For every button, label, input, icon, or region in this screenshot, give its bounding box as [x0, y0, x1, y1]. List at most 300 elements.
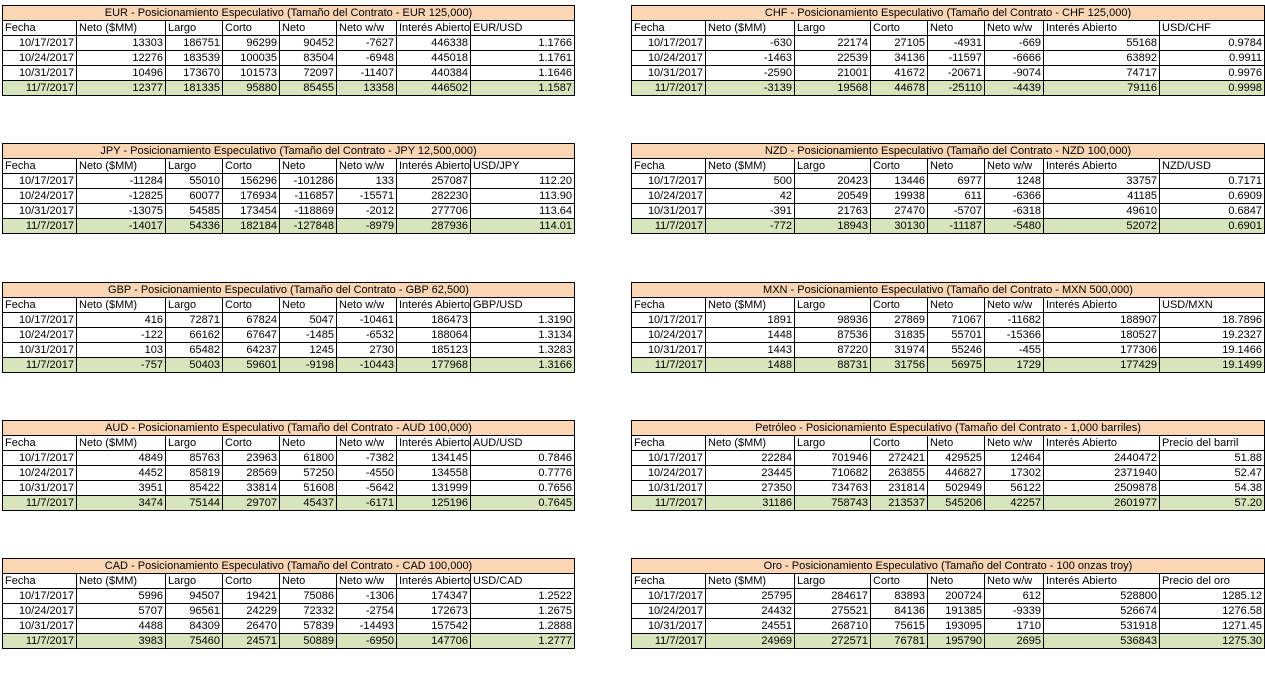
column-header: Neto ($MM) — [77, 574, 166, 588]
table-row — [631, 204, 1265, 219]
table-row — [2, 358, 575, 373]
value-cell: 193095 — [928, 619, 985, 633]
value-cell: 156296 — [223, 174, 280, 188]
value-cell: 0.7846 — [471, 451, 575, 465]
date-cell: 11/7/2017 — [632, 219, 706, 233]
header-row — [2, 159, 575, 174]
date-cell: 10/24/2017 — [3, 189, 77, 203]
value-cell: 6977 — [928, 174, 985, 188]
value-cell: 416 — [77, 313, 166, 327]
column-header: Neto — [280, 436, 337, 450]
header-row — [2, 21, 575, 36]
value-cell: 0.9911 — [1160, 51, 1265, 65]
value-cell: 25795 — [706, 589, 795, 603]
value-cell: -116857 — [280, 189, 337, 203]
value-cell: 1.2522 — [471, 589, 575, 603]
value-cell: 84136 — [871, 604, 928, 618]
table-row — [631, 343, 1265, 358]
column-header: Fecha — [3, 574, 77, 588]
value-cell: 12464 — [985, 451, 1044, 465]
date-cell: 10/24/2017 — [632, 466, 706, 480]
column-header: Neto ($MM) — [77, 436, 166, 450]
value-cell: 96299 — [223, 36, 280, 50]
value-cell: 188064 — [397, 328, 471, 342]
table-row — [2, 189, 575, 204]
value-cell: 57.20 — [1160, 496, 1265, 510]
value-cell: 18943 — [795, 219, 871, 233]
value-cell: 72332 — [280, 604, 337, 618]
column-header: Neto — [928, 21, 985, 35]
value-cell: 41185 — [1044, 189, 1160, 203]
value-cell: 1.3166 — [471, 358, 575, 372]
value-cell: 3474 — [77, 496, 166, 510]
date-cell: 10/31/2017 — [632, 481, 706, 495]
date-cell: 10/24/2017 — [3, 604, 77, 618]
table-row — [2, 66, 575, 81]
value-cell: 100035 — [223, 51, 280, 65]
date-cell: 10/17/2017 — [632, 313, 706, 327]
value-cell: 55010 — [166, 174, 223, 188]
date-cell: 11/7/2017 — [3, 634, 77, 648]
table-row — [631, 604, 1265, 619]
column-header: Largo — [166, 298, 223, 312]
table-title: CHF - Posicionamiento Especulativo (Tamaño del Contrato - CHF 125,000) — [631, 5, 1265, 21]
column-header: Neto ($MM) — [77, 21, 166, 35]
value-cell: -122 — [77, 328, 166, 342]
value-cell: 31974 — [871, 343, 928, 357]
value-cell: 1.2675 — [471, 604, 575, 618]
column-header: Corto — [871, 298, 928, 312]
value-cell: 277706 — [397, 204, 471, 218]
value-cell: 24551 — [706, 619, 795, 633]
column-header: Largo — [166, 21, 223, 35]
table-row — [2, 204, 575, 219]
column-header: Interés Abierto — [399, 22, 470, 34]
value-cell: 61800 — [280, 451, 337, 465]
date-cell: 10/31/2017 — [632, 619, 706, 633]
value-cell: 20423 — [795, 174, 871, 188]
value-cell: 2371940 — [1044, 466, 1160, 480]
column-header: Corto — [223, 159, 280, 173]
date-cell: 10/31/2017 — [3, 619, 77, 633]
value-cell: 0.7171 — [1160, 174, 1265, 188]
column-header: Neto — [928, 159, 985, 173]
column-header: Neto w/w — [985, 159, 1044, 173]
table-title: GBP - Posicionamiento Especulativo (Tamaño del Contrato - GBP 62,500) — [2, 282, 575, 298]
value-cell: 26470 — [223, 619, 280, 633]
column-header: Largo — [166, 574, 223, 588]
column-header: Neto ($MM) — [706, 436, 795, 450]
value-cell: 28569 — [223, 466, 280, 480]
value-cell: -9339 — [985, 604, 1044, 618]
value-cell: 23445 — [706, 466, 795, 480]
date-cell: 10/24/2017 — [3, 466, 77, 480]
table-row — [2, 343, 575, 358]
value-cell: -455 — [985, 343, 1044, 357]
column-header: EUR/USD — [471, 21, 575, 35]
value-cell: 56975 — [928, 358, 985, 372]
value-cell: -6318 — [985, 204, 1044, 218]
date-cell: 11/7/2017 — [632, 634, 706, 648]
column-header: Largo — [166, 436, 223, 450]
value-cell: 42257 — [985, 496, 1044, 510]
table-row — [2, 496, 575, 511]
value-cell: 59601 — [223, 358, 280, 372]
column-header: Interés Abierto — [399, 160, 470, 172]
value-cell: 24571 — [223, 634, 280, 648]
value-cell: 612 — [985, 589, 1044, 603]
header-row — [2, 574, 575, 589]
value-cell: 173454 — [223, 204, 280, 218]
column-header: Neto ($MM) — [706, 21, 795, 35]
value-cell: -757 — [77, 358, 166, 372]
column-header: Largo — [795, 298, 871, 312]
value-cell: 13446 — [871, 174, 928, 188]
value-cell: 531918 — [1044, 619, 1160, 633]
value-cell: 27350 — [706, 481, 795, 495]
value-cell: -4931 — [928, 36, 985, 50]
column-header: Largo — [795, 159, 871, 173]
column-header: Neto w/w — [985, 21, 1044, 35]
value-cell: -6950 — [337, 634, 397, 648]
value-cell: -5642 — [337, 481, 397, 495]
value-cell: 1.3134 — [471, 328, 575, 342]
column-header: Fecha — [3, 436, 77, 450]
column-header: Precio del oro — [1160, 574, 1265, 588]
value-cell: -5707 — [928, 204, 985, 218]
column-header: USD/MXN — [1160, 298, 1265, 312]
value-cell: 446827 — [928, 466, 985, 480]
table-row — [631, 66, 1265, 81]
value-cell: 282230 — [397, 189, 471, 203]
value-cell: 0.7656 — [471, 481, 575, 495]
column-header: Neto w/w — [985, 298, 1044, 312]
table-row — [631, 313, 1265, 328]
value-cell: 1710 — [985, 619, 1044, 633]
table-title: NZD - Posicionamiento Especulativo (Tamaño del Contrato - NZD 100,000) — [631, 143, 1265, 159]
value-cell: 1.2777 — [471, 634, 575, 648]
table-row — [2, 604, 575, 619]
date-cell: 10/24/2017 — [3, 328, 77, 342]
value-cell: 95880 — [223, 81, 280, 95]
table-row — [631, 496, 1265, 511]
table-row — [631, 619, 1265, 634]
date-cell: 10/24/2017 — [632, 328, 706, 342]
column-header: Corto — [871, 436, 928, 450]
value-cell: 33757 — [1044, 174, 1160, 188]
value-cell: 0.9784 — [1160, 36, 1265, 50]
value-cell: 177429 — [1044, 358, 1160, 372]
value-cell: 734763 — [795, 481, 871, 495]
column-header: Neto ($MM) — [706, 574, 795, 588]
value-cell: 5996 — [77, 589, 166, 603]
value-cell: 112.20 — [471, 174, 575, 188]
value-cell: 90452 — [280, 36, 337, 50]
value-cell: -127848 — [280, 219, 337, 233]
column-header: Fecha — [632, 436, 706, 450]
value-cell: 526674 — [1044, 604, 1160, 618]
value-cell: 446502 — [397, 81, 471, 95]
value-cell: 94507 — [166, 589, 223, 603]
column-header: Interés Abierto — [1044, 21, 1160, 35]
value-cell: 1443 — [706, 343, 795, 357]
cot-table — [2, 282, 575, 373]
date-cell: 10/17/2017 — [632, 589, 706, 603]
value-cell: 231814 — [871, 481, 928, 495]
column-header: Precio del barril — [1160, 436, 1265, 450]
value-cell: 545206 — [928, 496, 985, 510]
cot-table — [631, 143, 1265, 234]
value-cell: 75460 — [166, 634, 223, 648]
column-header: Interés Abierto — [1044, 159, 1160, 173]
header-row — [631, 574, 1265, 589]
value-cell: 85455 — [280, 81, 337, 95]
table-row — [2, 36, 575, 51]
column-header: Neto ($MM) — [77, 159, 166, 173]
value-cell: 50889 — [280, 634, 337, 648]
value-cell: 186473 — [397, 313, 471, 327]
column-header: Neto — [280, 574, 337, 588]
value-cell: 1285.12 — [1160, 589, 1265, 603]
value-cell: 272571 — [795, 634, 871, 648]
value-cell: 275521 — [795, 604, 871, 618]
column-header: Largo — [795, 436, 871, 450]
value-cell: 611 — [928, 189, 985, 203]
value-cell: 51.88 — [1160, 451, 1265, 465]
value-cell: 0.7645 — [471, 496, 575, 510]
value-cell: 1488 — [706, 358, 795, 372]
value-cell: 29707 — [223, 496, 280, 510]
value-cell: 1248 — [985, 174, 1044, 188]
value-cell: 24969 — [706, 634, 795, 648]
column-header: Interés Abierto — [399, 437, 470, 449]
value-cell: 12377 — [77, 81, 166, 95]
date-cell: 10/24/2017 — [632, 189, 706, 203]
column-header: Fecha — [632, 574, 706, 588]
table-row — [2, 81, 575, 96]
cot-table — [2, 420, 575, 511]
value-cell: -6948 — [337, 51, 397, 65]
value-cell: 1.1766 — [471, 36, 575, 50]
value-cell: 71067 — [928, 313, 985, 327]
column-header: Neto ($MM) — [706, 159, 795, 173]
value-cell: 0.6909 — [1160, 189, 1265, 203]
value-cell: 2601977 — [1044, 496, 1160, 510]
date-cell: 10/17/2017 — [3, 589, 77, 603]
value-cell: 23963 — [223, 451, 280, 465]
value-cell: 21763 — [795, 204, 871, 218]
column-header: Neto w/w — [337, 21, 397, 35]
table-row — [631, 174, 1265, 189]
value-cell: 27470 — [871, 204, 928, 218]
date-cell: 10/31/2017 — [3, 343, 77, 357]
column-header: Corto — [871, 574, 928, 588]
value-cell: -7627 — [337, 36, 397, 50]
table-row — [631, 36, 1265, 51]
header-row — [631, 21, 1265, 36]
value-cell: 125196 — [397, 496, 471, 510]
value-cell: -2754 — [337, 604, 397, 618]
value-cell: 72871 — [166, 313, 223, 327]
date-cell: 11/7/2017 — [632, 496, 706, 510]
value-cell: 55168 — [1044, 36, 1160, 50]
value-cell: 52.47 — [1160, 466, 1265, 480]
column-header: Fecha — [632, 21, 706, 35]
value-cell: 27105 — [871, 36, 928, 50]
cot-table — [631, 282, 1265, 373]
date-cell: 10/31/2017 — [632, 343, 706, 357]
value-cell: -11284 — [77, 174, 166, 188]
value-cell: 174347 — [397, 589, 471, 603]
value-cell: 21001 — [795, 66, 871, 80]
column-header: Neto — [280, 298, 337, 312]
value-cell: 183539 — [166, 51, 223, 65]
value-cell: 67647 — [223, 328, 280, 342]
value-cell: 83504 — [280, 51, 337, 65]
table-row — [631, 51, 1265, 66]
value-cell: 66162 — [166, 328, 223, 342]
date-cell: 10/31/2017 — [632, 66, 706, 80]
table-title: Petróleo - Posicionamiento Especulativo (Tamaño del Contrato - 1,000 barriles) — [631, 420, 1265, 436]
value-cell: 257087 — [397, 174, 471, 188]
table-row — [631, 634, 1265, 649]
table-row — [2, 481, 575, 496]
value-cell: -11597 — [928, 51, 985, 65]
value-cell: -6171 — [337, 496, 397, 510]
value-cell: 30130 — [871, 219, 928, 233]
date-cell: 11/7/2017 — [3, 358, 77, 372]
value-cell: 1275.30 — [1160, 634, 1265, 648]
column-header: Interés Abierto — [1044, 574, 1160, 588]
value-cell: 18.7896 — [1160, 313, 1265, 327]
value-cell: 55701 — [928, 328, 985, 342]
value-cell: -20671 — [928, 66, 985, 80]
value-cell: 133 — [337, 174, 397, 188]
value-cell: 64237 — [223, 343, 280, 357]
value-cell: 31186 — [706, 496, 795, 510]
column-header: Neto w/w — [337, 298, 397, 312]
value-cell: 440384 — [397, 66, 471, 80]
value-cell: 134558 — [397, 466, 471, 480]
value-cell: -118869 — [280, 204, 337, 218]
value-cell: 57250 — [280, 466, 337, 480]
value-cell: 185123 — [397, 343, 471, 357]
date-cell: 10/17/2017 — [632, 451, 706, 465]
value-cell: 0.6847 — [1160, 204, 1265, 218]
value-cell: 33814 — [223, 481, 280, 495]
cot-table — [631, 558, 1265, 649]
value-cell: 3983 — [77, 634, 166, 648]
value-cell: 88731 — [795, 358, 871, 372]
date-cell: 10/24/2017 — [3, 51, 77, 65]
value-cell: -772 — [706, 219, 795, 233]
column-header: Largo — [795, 21, 871, 35]
column-header: Fecha — [3, 298, 77, 312]
value-cell: 75144 — [166, 496, 223, 510]
value-cell: 710682 — [795, 466, 871, 480]
date-cell: 10/17/2017 — [3, 36, 77, 50]
value-cell: 19.1466 — [1160, 343, 1265, 357]
value-cell: 96561 — [166, 604, 223, 618]
value-cell: -6532 — [337, 328, 397, 342]
value-cell: 85819 — [166, 466, 223, 480]
value-cell: 75086 — [280, 589, 337, 603]
value-cell: 51608 — [280, 481, 337, 495]
column-header: Neto ($MM) — [706, 298, 795, 312]
value-cell: 134145 — [397, 451, 471, 465]
table-row — [2, 634, 575, 649]
value-cell: 213537 — [871, 496, 928, 510]
value-cell: 2730 — [337, 343, 397, 357]
value-cell: 1.1587 — [471, 81, 575, 95]
value-cell: 87220 — [795, 343, 871, 357]
value-cell: 173670 — [166, 66, 223, 80]
column-header: Neto — [928, 298, 985, 312]
column-header: NZD/USD — [1160, 159, 1265, 173]
date-cell: 10/17/2017 — [3, 451, 77, 465]
column-header: Interés Abierto — [399, 575, 470, 587]
value-cell: 75615 — [871, 619, 928, 633]
date-cell: 10/24/2017 — [632, 51, 706, 65]
header-row — [2, 436, 575, 451]
date-cell: 10/31/2017 — [632, 204, 706, 218]
value-cell: 1.3190 — [471, 313, 575, 327]
value-cell: -25110 — [928, 81, 985, 95]
value-cell: 84309 — [166, 619, 223, 633]
table-row — [631, 81, 1265, 96]
value-cell: -10443 — [337, 358, 397, 372]
column-header: Interés Abierto — [1044, 436, 1160, 450]
value-cell: 1891 — [706, 313, 795, 327]
value-cell: 10496 — [77, 66, 166, 80]
column-header: Neto w/w — [985, 574, 1044, 588]
value-cell: 83893 — [871, 589, 928, 603]
table-row — [2, 619, 575, 634]
value-cell: 1271.45 — [1160, 619, 1265, 633]
value-cell: 1245 — [280, 343, 337, 357]
column-header: Neto — [280, 159, 337, 173]
value-cell: -13075 — [77, 204, 166, 218]
value-cell: 22284 — [706, 451, 795, 465]
value-cell: 76781 — [871, 634, 928, 648]
table-title: MXN - Posicionamiento Especulativo (Tamaño del Contrato - MXN 500,000) — [631, 282, 1265, 298]
value-cell: 103 — [77, 343, 166, 357]
column-header: USD/CHF — [1160, 21, 1265, 35]
table-row — [2, 328, 575, 343]
value-cell: -1485 — [280, 328, 337, 342]
value-cell: 131999 — [397, 481, 471, 495]
header-row — [631, 298, 1265, 313]
value-cell: 4488 — [77, 619, 166, 633]
value-cell: 5707 — [77, 604, 166, 618]
table-row — [631, 189, 1265, 204]
table-row — [2, 313, 575, 328]
column-header: Interés Abierto — [399, 299, 470, 311]
value-cell: 1.3283 — [471, 343, 575, 357]
value-cell: 2695 — [985, 634, 1044, 648]
column-header: USD/JPY — [471, 159, 575, 173]
value-cell: -6666 — [985, 51, 1044, 65]
value-cell: 17302 — [985, 466, 1044, 480]
value-cell: 60077 — [166, 189, 223, 203]
value-cell: -1463 — [706, 51, 795, 65]
value-cell: 79116 — [1044, 81, 1160, 95]
value-cell: -12825 — [77, 189, 166, 203]
column-header: Corto — [223, 298, 280, 312]
value-cell: 4849 — [77, 451, 166, 465]
value-cell: 0.7776 — [471, 466, 575, 480]
date-cell: 10/31/2017 — [3, 204, 77, 218]
